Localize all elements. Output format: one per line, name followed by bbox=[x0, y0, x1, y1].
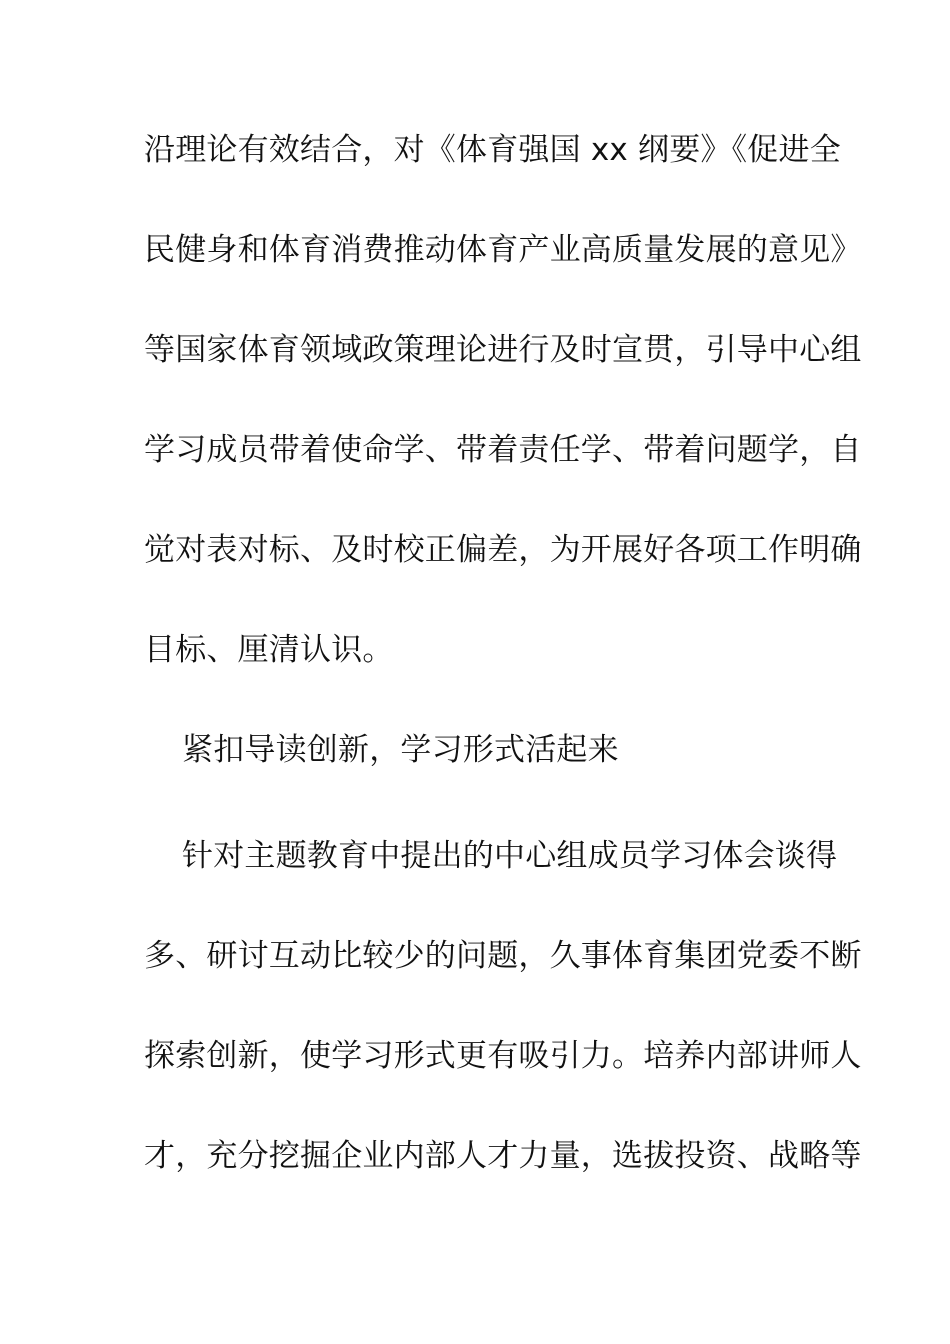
paragraph-line: 民健身和体育消费推动体育产业高质量发展的意见》 bbox=[144, 232, 862, 268]
paragraph-line: 觉对表对标、及时校正偏差，为开展好各项工作明确 bbox=[144, 532, 862, 568]
paragraph-line: 等国家体育领域政策理论进行及时宣贯，引导中心组 bbox=[144, 332, 862, 368]
paragraph-line: 才，充分挖掘企业内部人才力量，选拔投资、战略等 bbox=[144, 1138, 862, 1174]
paragraph-line: 多、研讨互动比较少的问题，久事体育集团党委不断 bbox=[144, 938, 862, 974]
paragraph-line: 目标、厘清认识。 bbox=[144, 632, 394, 668]
paragraph-line: 针对主题教育中提出的中心组成员学习体会谈得 bbox=[182, 838, 838, 874]
paragraph-line: 探索创新，使学习形式更有吸引力。培养内部讲师人 bbox=[144, 1038, 862, 1074]
section-heading: 紧扣导读创新，学习形式活起来 bbox=[182, 732, 619, 768]
paragraph-line: 学习成员带着使命学、带着责任学、带着问题学，自 bbox=[144, 432, 862, 468]
paragraph-line: 沿理论有效结合，对《体育强国 xx 纲要》《促进全 bbox=[144, 132, 841, 168]
